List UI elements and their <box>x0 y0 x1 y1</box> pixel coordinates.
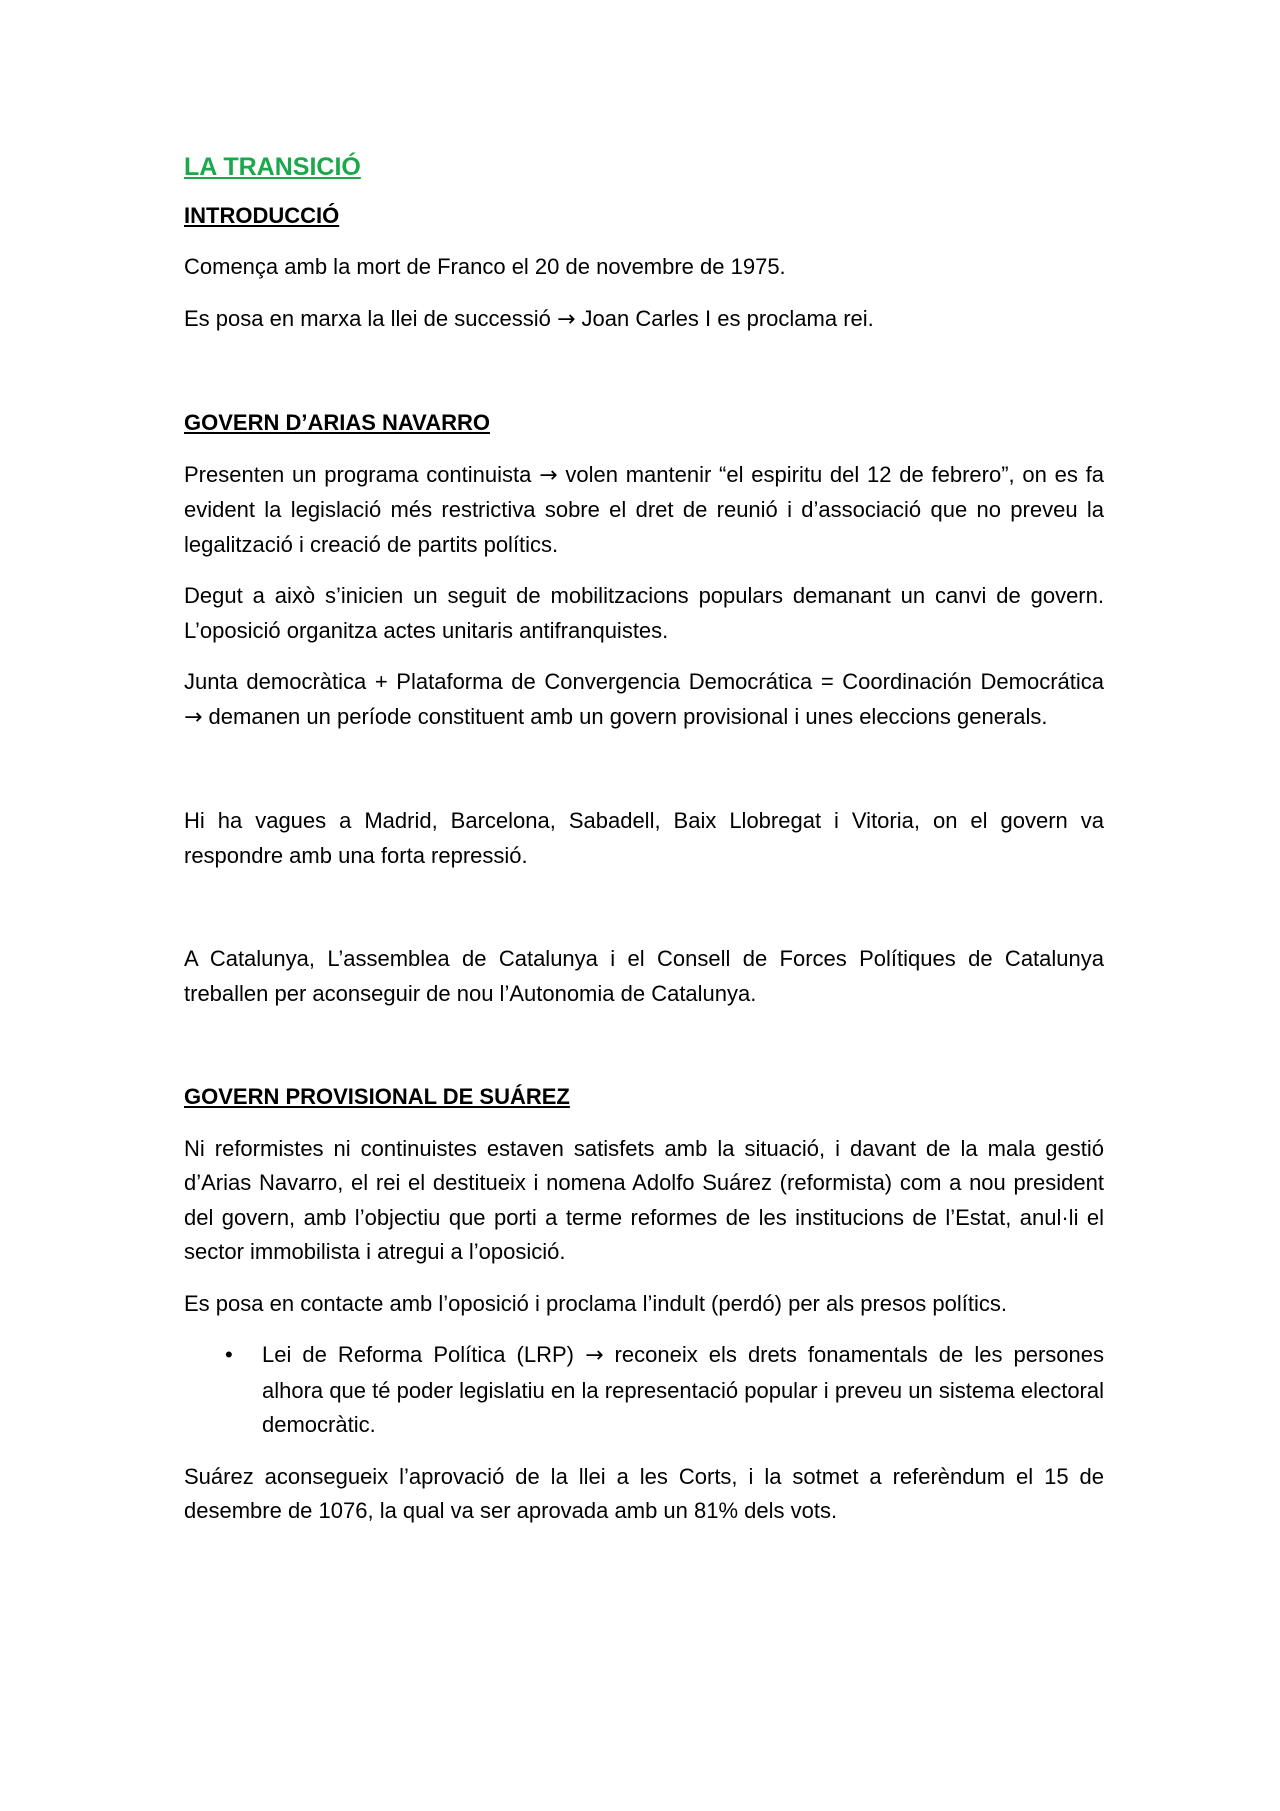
paragraph <box>184 458 1104 563</box>
section-heading-introduccio: INTRODUCCIÓ <box>184 202 340 228</box>
paragraph <box>184 1132 1104 1270</box>
section-heading-suarez: GOVERN PROVISIONAL DE SUÁREZ <box>184 1084 570 1109</box>
paragraph-text: Presenten un programa continuista <box>184 461 540 487</box>
paragraph <box>184 804 1104 873</box>
paragraph <box>184 1287 1104 1322</box>
paragraph-text: Comença amb la mort de Franco el 20 de novembre de 1975. <box>184 254 786 279</box>
paragraph-text: demanen un període constituent amb un govern provisional i unes eleccions generals. <box>202 703 1048 729</box>
paragraph <box>184 302 1104 338</box>
arrow-right-icon: → <box>556 306 576 332</box>
paragraph-text: Hi ha vagues a Madrid, Barcelona, Sabadell, Baix Llobregat i Vitoria, on el govern va respondre amb una forta repressió. <box>184 808 1104 868</box>
paragraph <box>184 1460 1104 1529</box>
bullet-icon: • <box>225 1342 233 1367</box>
paragraph-text: Joan Carles I es proclama rei. <box>575 305 874 331</box>
section-heading-arias-navarro: GOVERN D’ARIAS NAVARRO <box>184 410 490 435</box>
list-item <box>225 1338 1105 1443</box>
paragraph-text: Degut a això s’inicien un seguit de mobilitzacions populars demanant un canvi de govern. L’oposició organitza actes unitaris antifranquistes. <box>184 583 1104 643</box>
paragraph <box>184 579 1104 648</box>
paragraph-text: Es posa en marxa la llei de successió <box>184 305 557 331</box>
paragraph-text: Ni reformistes ni continuistes estaven satisfets amb la situació, i davant de la mala gestió d’Arias Navarro, el rei el destitueix i nomena Adolfo Suárez (reformista) com a nou president del govern, amb l’objectiu que porti a terme reformes de les institucions de l’Estat, anul·li el sector immobilista i atregui a l’oposició. <box>184 1135 1104 1264</box>
paragraph-text: Junta democràtica + Plataforma de Convergencia Democrática = Coordinación Democrática <box>184 669 1104 694</box>
arrow-right-icon: → <box>585 1343 604 1368</box>
paragraph <box>184 665 1104 735</box>
list-item-text: reconeix els drets fonamentals de les persones alhora que té poder legislatiu en la representació popular i preveu un sistema electoral democràtic. <box>262 1342 1105 1437</box>
paragraph-text: Es posa en contacte amb l’oposició i proclama l’indult (perdó) per als presos polítics. <box>184 1290 1007 1316</box>
arrow-right-icon: → <box>539 462 558 488</box>
document-title: LA TRANSICIÓ <box>184 153 361 181</box>
bullet-list <box>184 1338 1104 1443</box>
paragraph <box>184 942 1104 1011</box>
paragraph-text: Suárez aconsegueix l’aprovació de la llei a les Corts, i la sotmet a referèndum el 15 de desembre de 1076, la qual va ser aprovada amb un 81% dels vots. <box>184 1463 1104 1523</box>
document-body <box>184 150 1104 1546</box>
paragraph-text: volen mantenir “el espiritu del 12 de febrero”, on es fa evident la legislació més restrictiva sobre el dret de reunió i d’associació que no preveu la legalització i creació de partits polítics. <box>184 461 1104 557</box>
paragraph <box>184 250 1104 285</box>
list-item-text: Lei de Reforma Política (LRP) <box>262 1342 586 1367</box>
arrow-right-icon: → <box>184 704 203 730</box>
paragraph-text: A Catalunya, L’assemblea de Catalunya i el Consell de Forces Polítiques de Catalunya treballen per aconseguir de nou l’Autonomia de Catalunya. <box>184 946 1104 1006</box>
